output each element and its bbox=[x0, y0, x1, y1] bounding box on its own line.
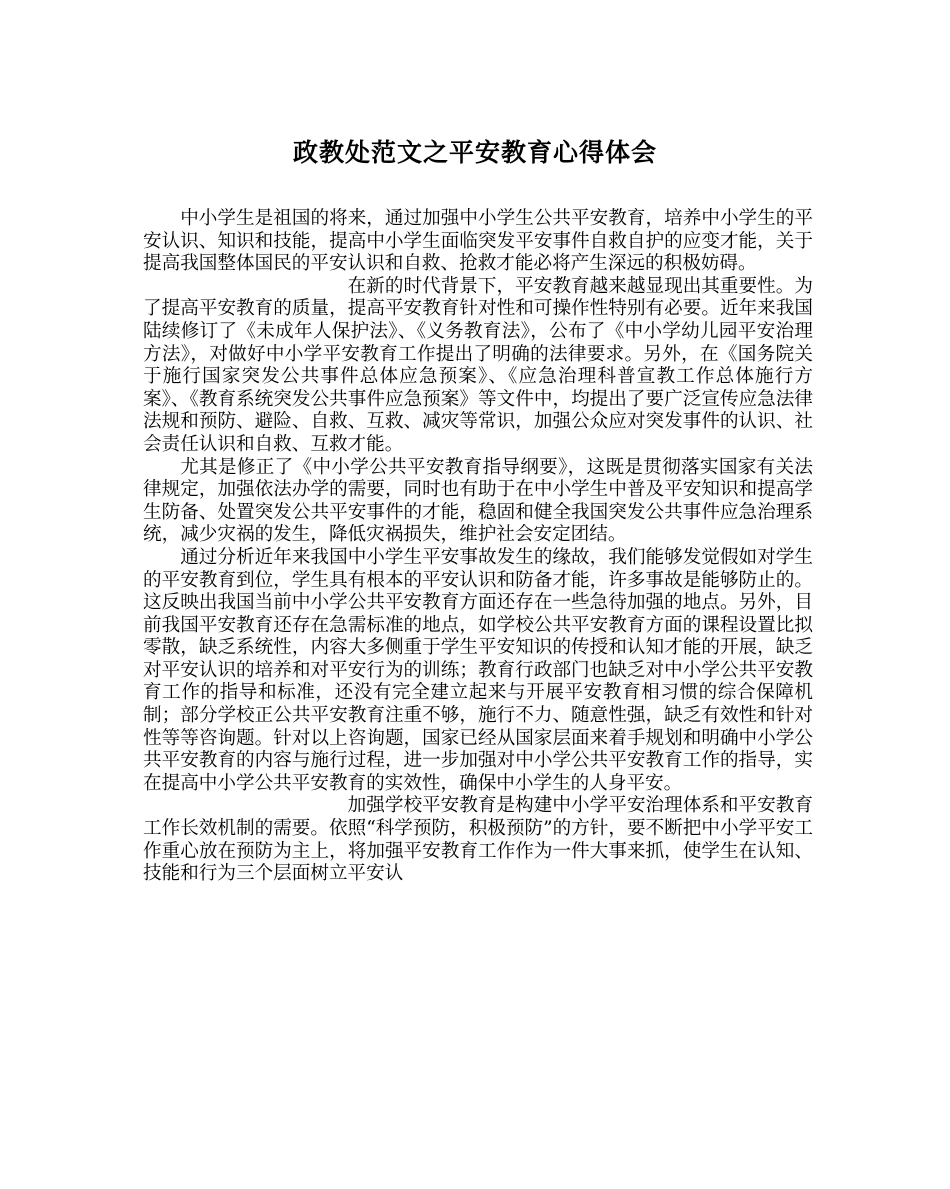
document-title: 政教处范文之平安教育心得体会 bbox=[292, 138, 657, 167]
paragraph-2: 在新的时代背景下，平安教育越来越显现出其重要性。为了提高平安教育的质量，提高平安教育针对性和可操作性特别有必要。近年来我国陆续修订了《未成年人保护法》、《义务教育法》，公布了《中小学幼儿园平安治理方法》，对做好中小学平安教育工作提出了明确的法律要求。另外，在《国务院关于施行国家突发公共事件总体应急预案》、《应急治理科普宣教工作总体施行方案》、《教育系统突发公共事件应急预案》等文件中，均提出了要广泛宣传应急法律法规和预防、避险、自救、互救、减灾等常识，加强公众应对突发事件的认识、社会责任认识和自救、互救才能。 bbox=[143, 275, 813, 455]
document-body bbox=[143, 208, 813, 886]
paragraph-4: 通过分析近年来我国中小学生平安事故发生的缘故，我们能够发觉假如对学生的平安教育到位，学生具有根本的平安认识和防备才能，许多事故是能够防止的。这反映出我国当前中小学公共平安教育方面还存在一些急待加强的地点。另外，目前我国平安教育还存在急需标准的地点，如学校公共平安教育方面的课程设置比拟零散，缺乏系统性，内容大多侧重于学生平安知识的传授和认知才能的开展，缺乏对平安认识的培养和对平安行为的训练；教育行政部门也缺乏对中小学公共平安教育工作的指导和标准，还没有完全建立起来与开展平安教育相习惯的综合保障机制；部分学校正公共平安教育注重不够，施行不力、随意性强，缺乏有效性和针对性等等咨询题。针对以上咨询题，国家已经从国家层面来着手规划和明确中小学公共平安教育的内容与施行过程，进一步加强对中小学公共平安教育工作的指导，实在提高中小学公共平安教育的实效性，确保中小学生的人身平安。 bbox=[143, 546, 813, 794]
paragraph-5: 加强学校平安教育是构建中小学平安治理体系和平安教育工作长效机制的需要。依照“科学预防，积极预防”的方针，要不断把中小学平安工作重心放在预防为主上，将加强平安教育工作作为一件大事来抓，使学生在认知、技能和行为三个层面树立平安认 bbox=[143, 795, 813, 885]
paragraph-1: 中小学生是祖国的将来，通过加强中小学生公共平安教育，培养中小学生的平安认识、知识和技能，提高中小学生面临突发平安事件自救自护的应变才能，关于提高我国整体国民的平安认识和自救、抢救才能必将产生深远的积极妨碍。 bbox=[143, 208, 813, 275]
paragraph-3: 尤其是修正了《中小学公共平安教育指导纲要》，这既是贯彻落实国家有关法律规定，加强依法办学的需要，同时也有助于在中小学生中普及平安知识和提高学生防备、处置突发公共平安事件的才能，稳固和健全我国突发公共事件应急治理系统，减少灾祸的发生，降低灾祸损失，维护社会安定团结。 bbox=[143, 456, 813, 546]
